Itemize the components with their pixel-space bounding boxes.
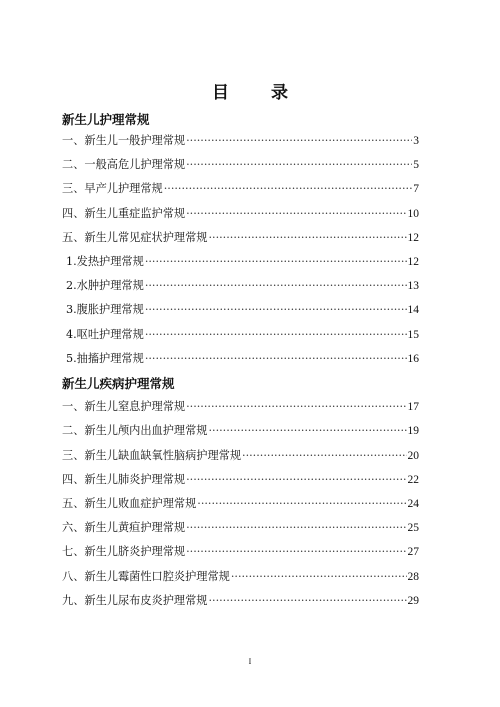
dot-leader <box>186 207 406 220</box>
toc-entry[interactable] <box>62 568 419 584</box>
dot-leader <box>197 497 406 510</box>
toc-entry-page: 7 <box>413 183 419 195</box>
toc-entry-label: 一、新生儿一般护理常规 <box>62 134 186 147</box>
toc-title: 目 录 <box>212 83 306 103</box>
dot-leader <box>231 570 407 583</box>
toc-entry-label: 3.腹胀护理常规 <box>66 303 144 316</box>
dot-leader <box>186 473 406 486</box>
toc-entry-label: 六、新生儿黄疸护理常规 <box>62 521 186 534</box>
toc-entry-page: 29 <box>407 595 419 607</box>
dot-leader <box>145 255 407 268</box>
section-heading-neonatal-care: 新生儿护理常规 <box>62 112 150 127</box>
toc-entry-page: 5 <box>413 159 419 171</box>
dot-leader <box>186 158 412 171</box>
toc-entry-label: 二、新生儿颅内出血护理常规 <box>62 424 208 437</box>
toc-entry-page: 24 <box>407 498 419 510</box>
toc-entry-label: 二、一般高危儿护理常规 <box>62 158 186 171</box>
dot-leader <box>186 545 406 558</box>
toc-entry-label: 五、新生儿常见症状护理常规 <box>62 231 208 244</box>
toc-entry-label: 七、新生儿脐炎护理常规 <box>62 545 186 558</box>
toc-entry-page: 27 <box>407 546 419 558</box>
toc-entry[interactable] <box>62 471 419 487</box>
toc-entry-label: 三、早产儿护理常规 <box>62 182 163 195</box>
dot-leader <box>186 134 412 147</box>
toc-entry-page: 3 <box>413 135 419 147</box>
toc-entry[interactable] <box>62 519 419 535</box>
toc-entry-label: 2.水肿护理常规 <box>66 279 144 292</box>
toc-entry-page: 15 <box>407 329 419 341</box>
toc-entry[interactable] <box>62 205 419 221</box>
toc-entry-page: 22 <box>407 474 419 486</box>
dot-leader <box>208 594 406 607</box>
toc-entry[interactable] <box>62 398 419 414</box>
toc-entry-label: 三、新生儿缺血缺氧性脑病护理常规 <box>62 449 242 462</box>
dot-leader <box>242 449 406 462</box>
toc-entry[interactable] <box>62 422 419 438</box>
footer-page-number: I <box>248 657 252 666</box>
toc-subentry[interactable] <box>66 277 419 293</box>
toc-entry-page: 25 <box>407 522 419 534</box>
dot-leader <box>164 182 413 195</box>
section-heading-neonatal-diseases: 新生儿疾病护理常规 <box>62 376 175 391</box>
toc-entry-page: 20 <box>407 450 419 462</box>
toc-entry-page: 12 <box>407 256 419 268</box>
toc-entry[interactable] <box>62 156 419 172</box>
toc-entry-page: 17 <box>407 401 419 413</box>
toc-entry-page: 12 <box>407 232 419 244</box>
toc-subentry[interactable] <box>66 350 419 366</box>
dot-leader <box>145 279 407 292</box>
dot-leader <box>145 328 407 341</box>
toc-entry-page: 19 <box>407 425 419 437</box>
toc-entry-page: 13 <box>407 280 419 292</box>
toc-entry[interactable] <box>62 180 419 196</box>
dot-leader <box>145 352 407 365</box>
toc-entry-page: 10 <box>407 208 419 220</box>
toc-entry-label: 四、新生儿肺炎护理常规 <box>62 473 186 486</box>
toc-subentry[interactable] <box>66 301 419 317</box>
toc-entry[interactable] <box>62 543 419 559</box>
toc-entry-label: 一、新生儿窒息护理常规 <box>62 400 186 413</box>
toc-entry[interactable] <box>62 229 419 245</box>
dot-leader <box>208 231 406 244</box>
toc-entry-label: 5.抽搐护理常规 <box>66 352 144 365</box>
toc-entry[interactable] <box>62 495 419 511</box>
toc-subentry[interactable] <box>66 253 419 269</box>
dot-leader <box>208 424 406 437</box>
dot-leader <box>186 521 406 534</box>
toc-entry-page: 16 <box>407 353 419 365</box>
toc-entry-label: 1.发热护理常规 <box>66 255 144 268</box>
toc-entry[interactable] <box>62 447 419 463</box>
toc-entry[interactable] <box>62 592 419 608</box>
toc-entry[interactable] <box>62 132 419 148</box>
toc-entry-page: 28 <box>407 571 419 583</box>
toc-entry-label: 八、新生儿霉菌性口腔炎护理常规 <box>62 570 230 583</box>
toc-entry-label: 4.呕吐护理常规 <box>66 328 144 341</box>
toc-entry-label: 九、新生儿尿布皮炎护理常规 <box>62 594 208 607</box>
toc-subentry[interactable] <box>66 326 419 342</box>
toc-entry-label: 五、新生儿败血症护理常规 <box>62 497 197 510</box>
dot-leader <box>145 303 407 316</box>
toc-entry-page: 14 <box>407 304 419 316</box>
dot-leader <box>186 400 406 413</box>
toc-entry-label: 四、新生儿重症监护常规 <box>62 207 186 220</box>
